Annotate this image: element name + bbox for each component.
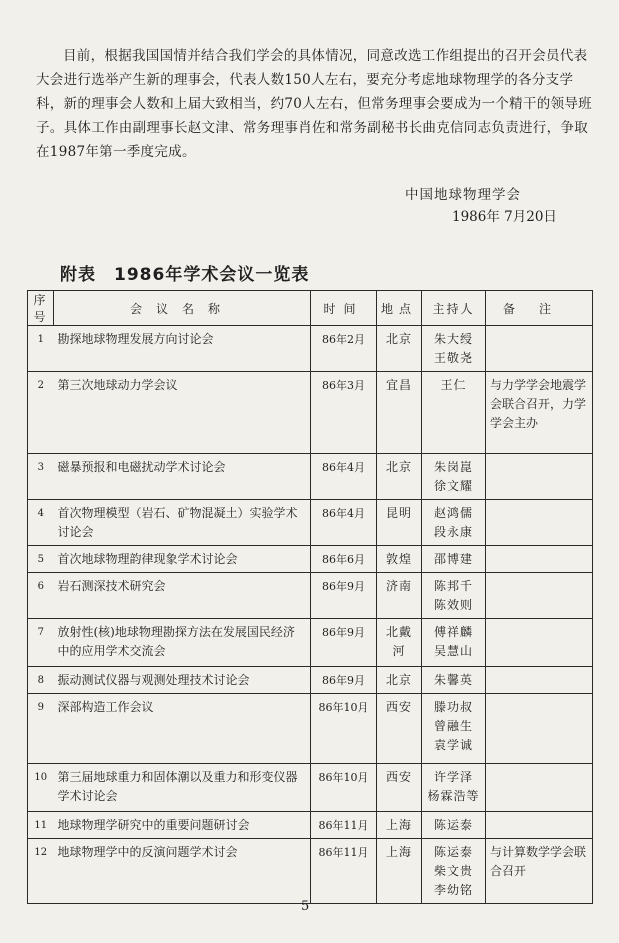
- row-seq: 1: [28, 326, 54, 372]
- row-host: 傅祥麟 吴慧山: [422, 619, 486, 667]
- table-header-row: [28, 291, 593, 326]
- table-row: [28, 812, 593, 839]
- row-host: 王仁: [422, 372, 486, 454]
- table-row: [28, 500, 593, 546]
- row-host: 朱岗崑 徐文耀: [422, 454, 486, 500]
- appendix-label: 附表: [60, 265, 96, 285]
- row-name: 地球物理学中的反演问题学术讨会: [54, 839, 311, 904]
- row-note: 与计算数学学会联合召开: [490, 845, 587, 878]
- row-time: 86年9月: [311, 619, 377, 667]
- row-note: [486, 694, 593, 764]
- row-time: 86年9月: [311, 573, 377, 619]
- row-seq: 11: [28, 812, 54, 839]
- row-name: 深部构造工作会议: [54, 694, 311, 764]
- table-row: [28, 694, 593, 764]
- header-name: 会议名称: [54, 291, 311, 326]
- row-host: 陈运泰: [422, 812, 486, 839]
- row-note: [486, 619, 593, 667]
- conference-table: [27, 290, 593, 904]
- row-seq: 9: [28, 694, 54, 764]
- row-name: 勘探地球物理发展方向讨论会: [54, 326, 311, 372]
- row-note: [486, 667, 593, 694]
- table-row: [28, 454, 593, 500]
- row-name: 地球物理学研究中的重要问题研讨会: [54, 812, 311, 839]
- row-place: 北京: [377, 667, 422, 694]
- row-note: [486, 326, 593, 372]
- table-row: [28, 546, 593, 573]
- header-time: 时间: [311, 291, 377, 326]
- row-time: 86年11月: [311, 839, 377, 904]
- row-seq: 6: [28, 573, 54, 619]
- row-place: 西安: [377, 694, 422, 764]
- row-host: 朱大绶 王敬尧: [422, 326, 486, 372]
- table-row: [28, 839, 593, 904]
- row-host: 陈邦千 陈效则: [422, 573, 486, 619]
- row-place: 上海: [377, 812, 422, 839]
- row-place: 宜昌: [377, 372, 422, 454]
- row-seq: 2: [28, 372, 54, 454]
- signature-date: 1986年 7月20日: [452, 209, 557, 225]
- header-place: 地点: [377, 291, 422, 326]
- signature-organization: 中国地球物理学会: [405, 187, 521, 203]
- row-name: 岩石测深技术研究会: [54, 573, 311, 619]
- row-seq: 3: [28, 454, 54, 500]
- row-note: 与力学学会地震学会联合召开，力学学会主办: [486, 372, 593, 454]
- table-row: [28, 667, 593, 694]
- row-time: 86年10月: [311, 764, 377, 812]
- row-name: 振动测试仪器与观测处理技术讨论会: [54, 667, 311, 694]
- row-time: 86年6月: [311, 546, 377, 573]
- row-host: 邵博建: [422, 546, 486, 573]
- row-name: 第三次地球动力学会议: [54, 372, 311, 454]
- page-number: 5: [301, 899, 310, 914]
- row-seq: 8: [28, 667, 54, 694]
- appendix-title-text: 1986年学术会议一览表: [114, 265, 310, 285]
- row-time: 86年9月: [311, 667, 377, 694]
- row-seq: 12: [34, 847, 48, 858]
- table-row: [28, 573, 593, 619]
- row-time: 86年3月: [311, 372, 377, 454]
- table-row: [28, 372, 593, 454]
- row-note: [486, 573, 593, 619]
- row-name: 磁暴预报和电磁扰动学术讨论会: [54, 454, 311, 500]
- header-note: 备注: [486, 291, 593, 326]
- row-place: 北京: [377, 326, 422, 372]
- row-note: [486, 764, 593, 812]
- row-place: 敦煌: [377, 546, 422, 573]
- row-time: 86年4月: [311, 500, 377, 546]
- row-host: 朱馨英: [422, 667, 486, 694]
- table-row: [28, 619, 593, 667]
- row-name: 放射性(核)地球物理勘探方法在发展国民经济中的应用学术交流会: [54, 619, 311, 667]
- row-note: [486, 812, 593, 839]
- table-row: [28, 326, 593, 372]
- row-name: 第三届地球重力和固体潮以及重力和形变仪器学术讨论会: [54, 764, 311, 812]
- row-name: 首次地球物理韵律现象学术讨论会: [54, 546, 311, 573]
- row-time: 86年2月: [311, 326, 377, 372]
- row-seq: 4: [28, 500, 54, 546]
- header-seq: 序号: [28, 291, 54, 326]
- row-time: 86年11月: [311, 812, 377, 839]
- row-note: [486, 500, 593, 546]
- table-row: [28, 764, 593, 812]
- header-host: 主持人: [422, 291, 486, 326]
- body-paragraph: 目前，根据我国国情并结合我们学会的具体情况，同意改选工作组提出的召开会员代表大会进行选举产生新的理事会，代表人数150人左右，要充分考虑地球物理学的各分支学科，新的理事会人数和上届大致相当，约70人左右，但常务理事会要成为一个精干的领导班子。具体工作由副理事长赵文津、常务理事肖佐和常务副秘书长曲克信同志负责进行，争取在1987年第一季度完成。: [36, 48, 592, 160]
- row-time: 86年4月: [311, 454, 377, 500]
- row-place: 上海: [377, 839, 422, 904]
- row-host: 陈运泰 柴文贵 李幼铭: [422, 839, 486, 904]
- row-host: 许学泽 杨霖浩等: [422, 764, 486, 812]
- row-time: 86年10月: [311, 694, 377, 764]
- row-host: 滕功叔 曾融生 袁学诚: [422, 694, 486, 764]
- row-place: 济南: [377, 573, 422, 619]
- row-note: [486, 454, 593, 500]
- row-place: 西安: [377, 764, 422, 812]
- row-seq: 10: [28, 764, 54, 812]
- row-place: 昆明: [377, 500, 422, 546]
- row-seq: 5: [28, 546, 54, 573]
- row-host: 赵鸿儒 段永康: [422, 500, 486, 546]
- row-name: 首次物理模型（岩石、矿物混凝土）实验学术讨论会: [54, 500, 311, 546]
- row-note: [486, 546, 593, 573]
- table-body: [28, 326, 593, 904]
- row-seq: 7: [28, 619, 54, 667]
- row-place: 北戴河: [377, 619, 422, 667]
- appendix-heading: [60, 260, 309, 285]
- row-place: 北京: [377, 454, 422, 500]
